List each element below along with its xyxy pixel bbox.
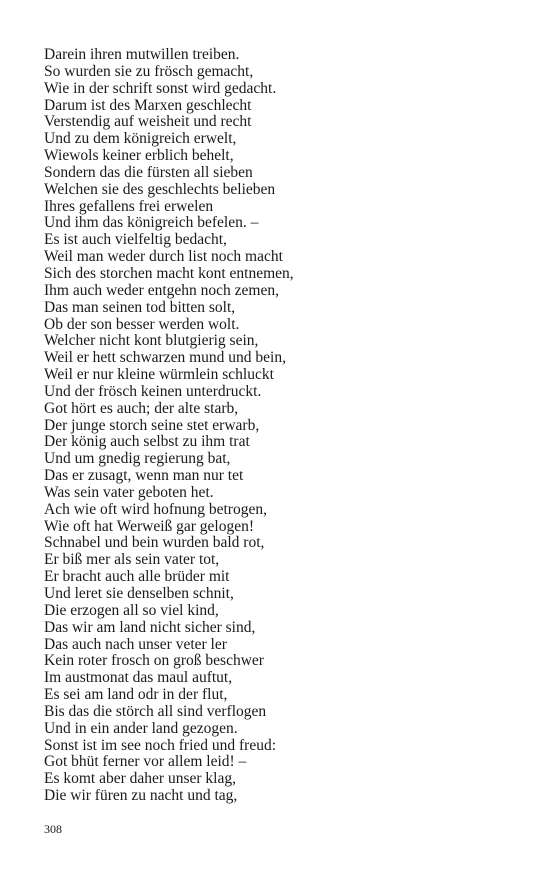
poem-line: Darein ihren mutwillen treiben. [44,46,240,63]
poem-line: Weil man weder durch list noch macht [44,248,283,266]
poem-line: Sondern das die fürsten all sieben [44,163,253,181]
poem-line: Sonst ist im see noch fried und freud: [44,736,277,754]
poem-line: Und in ein ander land gezogen. [44,719,238,737]
poem-line: Der könig auch selbst zu ihm trat [44,433,250,451]
poem-line: Wiewols keiner erblich behelt, [44,147,234,165]
poem-line: Ach wie oft wird hofnung betrogen, [44,500,267,518]
poem-line: Sich des storchen macht kont entnemen, [44,264,294,282]
poem-line: Es komt aber daher unser klag, [44,770,236,788]
poem-line: Im austmonat das maul auftut, [44,669,233,687]
poem-line: Die wir füren zu nacht und tag, [44,787,238,805]
poem-line: Das auch nach unser veter ler [44,635,227,653]
poem-line: Got hört es auch; der alte starb, [44,399,239,417]
poem-line: Ihres gefallens frei erwelen [44,197,214,215]
poem-line: Got bhüt ferner vor allem leid! – [44,753,247,771]
poem-line: Und zu dem königreich erwelt, [44,130,237,148]
poem-line: Das er zusagt, wenn man nur tet [44,467,244,485]
poem-line: Und leret sie denselben schnit, [44,585,234,602]
poem-line: Was sein vater geboten het. [44,483,214,501]
poem-line: Weil er hett schwarzen mund und bein, [44,349,286,367]
poem-line: Es ist auch vielfeltig bedacht, [44,231,227,249]
poem-line: Er bracht auch alle brüder mit [44,568,230,586]
poem-line: Das wir am land nicht sicher sind, [44,618,256,636]
poem-line: Kein roter frosch on groß beschwer [44,652,264,670]
poem-line: Und um gnedig regierung bat, [44,450,231,468]
poem-line: Die erzogen all so viel kind, [44,601,219,619]
poem-line: Und der frösch keinen unterdruckt. [44,382,262,400]
poem-line: Schnabel und bein wurden bald rot, [44,534,265,552]
poem-line: Wie in der schrift sonst wird gedacht. [44,79,277,97]
poem-line: Er biß mer als sein vater tot, [44,551,220,569]
poem-line: Und ihm das königreich befelen. – [44,214,259,232]
poem-line: Verstendig auf weisheit und recht [44,113,252,131]
poem-line: Welcher nicht kont blutgierig sein, [44,332,259,350]
poem-line: So wurden sie zu frösch gemacht, [44,62,254,80]
poem-line: Welchen sie des geschlechts belieben [44,180,276,198]
poem-text-block [44,47,514,805]
poem-line: Der junge storch seine stet erwarb, [44,416,260,434]
poem-line: Ob der son besser werden wolt. [44,315,240,333]
poem-line: Weil er nur kleine würmlein schluckt [44,366,274,384]
page-number: 308 [44,822,62,836]
poem-line: Wie oft hat Werweiß gar gelogen! [44,517,255,535]
poem-line: Bis das die störch all sind verflogen [44,702,267,720]
poem-line: Es sei am land odr in der flut, [44,686,228,704]
poem-line: Das man seinen tod bitten solt, [44,298,236,316]
poem-line: Ihm auch weder entgehn noch zemen, [44,281,279,299]
poem-line: Darum ist des Marxen geschlecht [44,96,252,114]
